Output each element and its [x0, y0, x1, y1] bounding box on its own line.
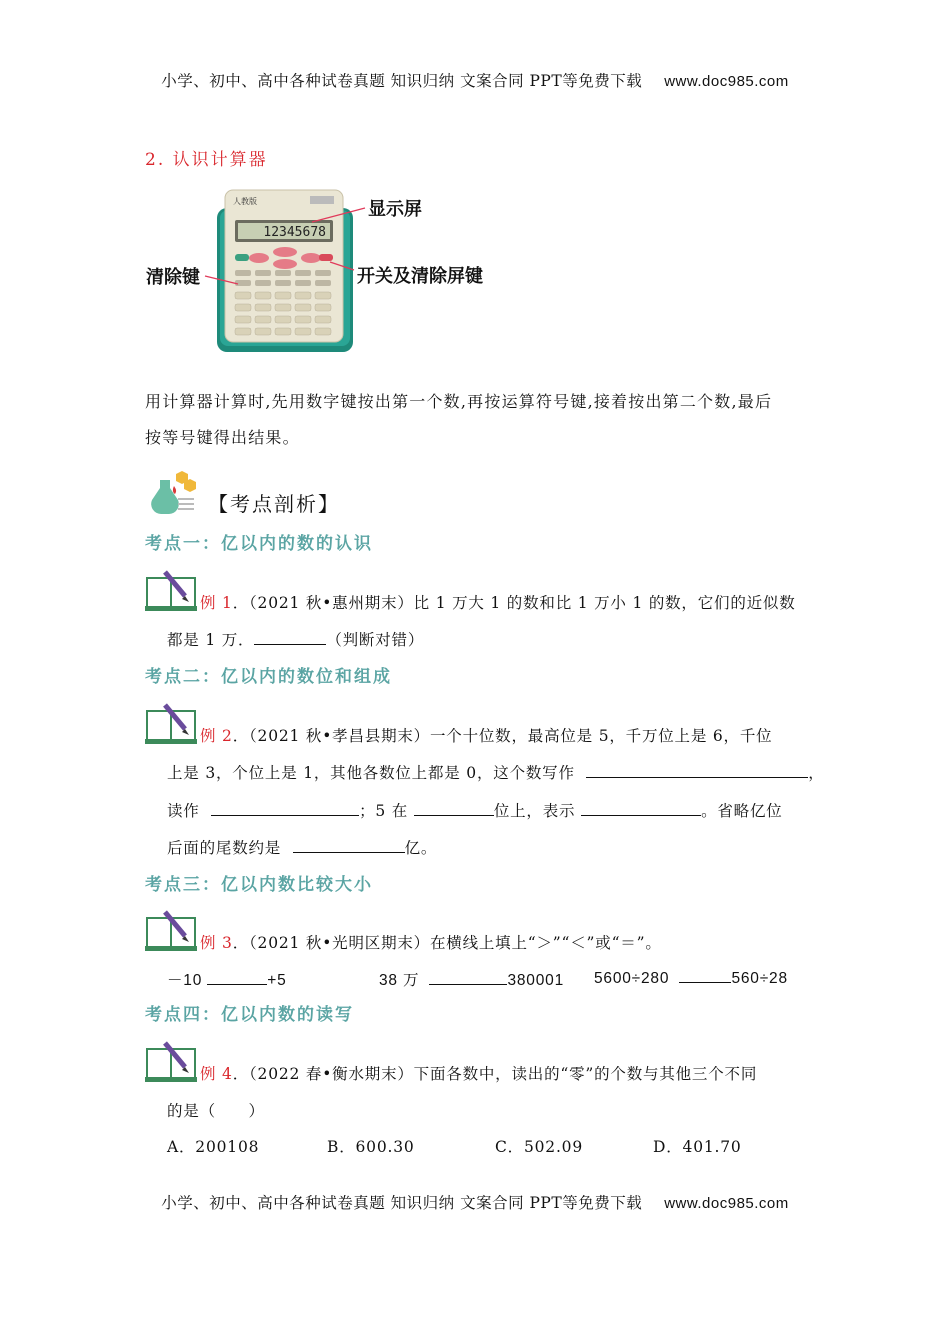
example-2-line2a: 上是 3，个位上是 1，其他各数位上都是 0，这个数写作: [167, 764, 575, 782]
answer-blank[interactable]: [581, 801, 701, 816]
answer-blank[interactable]: [679, 968, 731, 983]
example-2-label: 例 2: [200, 727, 233, 745]
answer-blank[interactable]: [254, 630, 326, 645]
option-b[interactable]: B．600.30: [327, 1138, 415, 1156]
callout-lines: [0, 0, 950, 400]
book-pencil-icon: [145, 566, 199, 612]
example-2-line4a: 后面的尾数约是: [167, 839, 282, 857]
example-2-line3d: 。省略亿位: [701, 802, 783, 820]
kp1-title: 考点一：亿以内的数的认识: [145, 534, 373, 554]
answer-blank[interactable]: [207, 970, 267, 985]
book-pencil-icon: [145, 906, 199, 952]
answer-blank[interactable]: [211, 801, 359, 816]
example-1-line2b: （判断对错）: [326, 631, 425, 649]
page-footer: [0, 1191, 950, 1213]
analysis-title: 【考点剖析】: [208, 492, 340, 516]
header-site[interactable]: www.doc985.com: [664, 73, 789, 90]
example-2: [145, 699, 825, 859]
flask-icon: [148, 470, 198, 518]
example-1: [145, 566, 815, 648]
example-2-line3a: 读作: [167, 802, 200, 820]
usage-line-2: 按等号键得出结果。: [145, 428, 300, 447]
example-3: [145, 906, 815, 988]
example-2-line4b: 亿。: [404, 839, 438, 857]
example-1-line2a: 都是 1 万．: [167, 631, 255, 649]
compare-2-left: 38 万: [379, 972, 420, 989]
compare-3-right: 560÷28: [731, 970, 788, 987]
example-2-line3b: ；5 在: [359, 802, 409, 820]
book-pencil-icon: [145, 1037, 199, 1083]
kp3-title: 考点三：亿以内数比较大小: [145, 875, 373, 895]
section-title: 2. 认识计算器: [145, 150, 268, 170]
kp2-title: 考点二：亿以内的数位和组成: [145, 667, 392, 687]
footer-text: 小学、初中、高中各种试卷真题 知识归纳 文案合同 PPT等免费下载: [161, 1194, 643, 1212]
compare-2-right: 380001: [507, 972, 564, 989]
svg-text:12345678: 12345678: [263, 225, 326, 240]
option-a[interactable]: A．200108: [167, 1138, 260, 1156]
option-c[interactable]: C．502.09: [495, 1138, 583, 1156]
example-4-line2: 的是（ ）: [167, 1102, 265, 1120]
example-2-line2b: ，: [808, 764, 825, 782]
example-3-line1: ．（2021 秋•光明区期末）在横线上填上“＞”“＜”或“＝”。: [232, 934, 662, 952]
compare-3-left: 5600÷280: [594, 970, 670, 987]
option-d[interactable]: D．401.70: [653, 1138, 742, 1156]
svg-text:人教版: 人教版: [233, 197, 257, 206]
example-2-line1: ．（2021 秋•孝昌县期末）一个十位数，最高位是 5，千万位上是 6，千位: [232, 727, 773, 745]
compare-1-left: －10: [167, 972, 203, 989]
label-clear-key: 清除键: [146, 267, 200, 288]
label-onoff-key: 开关及清除屏键: [357, 266, 483, 287]
header-text: 小学、初中、高中各种试卷真题 知识归纳 文案合同 PPT等免费下载: [161, 72, 643, 90]
usage-line-1: 用计算器计算时,先用数字键按出第一个数,再按运算符号键,接着按出第二个数,最后: [145, 392, 773, 411]
example-4-label: 例 4: [200, 1065, 233, 1083]
usage-paragraph: [145, 384, 815, 456]
answer-blank[interactable]: [429, 970, 507, 985]
label-display: 显示屏: [368, 199, 422, 220]
book-pencil-icon: [145, 699, 199, 745]
compare-1-right: +5: [267, 972, 287, 989]
kp4-title: 考点四：亿以内数的读写: [145, 1005, 354, 1025]
answer-blank[interactable]: [414, 801, 494, 816]
example-4-line1: ．（2022 春•衡水期末）下面各数中，读出的“零”的个数与其他三个不同: [232, 1065, 758, 1083]
example-1-line1: ．（2021 秋•惠州期末）比 1 万大 1 的数和比 1 万小 1 的数，它们的近似数: [232, 594, 796, 612]
example-3-label: 例 3: [200, 934, 233, 952]
example-1-label: 例 1: [200, 594, 233, 612]
footer-site[interactable]: www.doc985.com: [664, 1195, 789, 1212]
answer-blank[interactable]: [293, 838, 405, 853]
example-4: [145, 1037, 815, 1157]
answer-blank[interactable]: [586, 763, 808, 778]
example-2-line3c: 位上，表示: [493, 802, 576, 820]
